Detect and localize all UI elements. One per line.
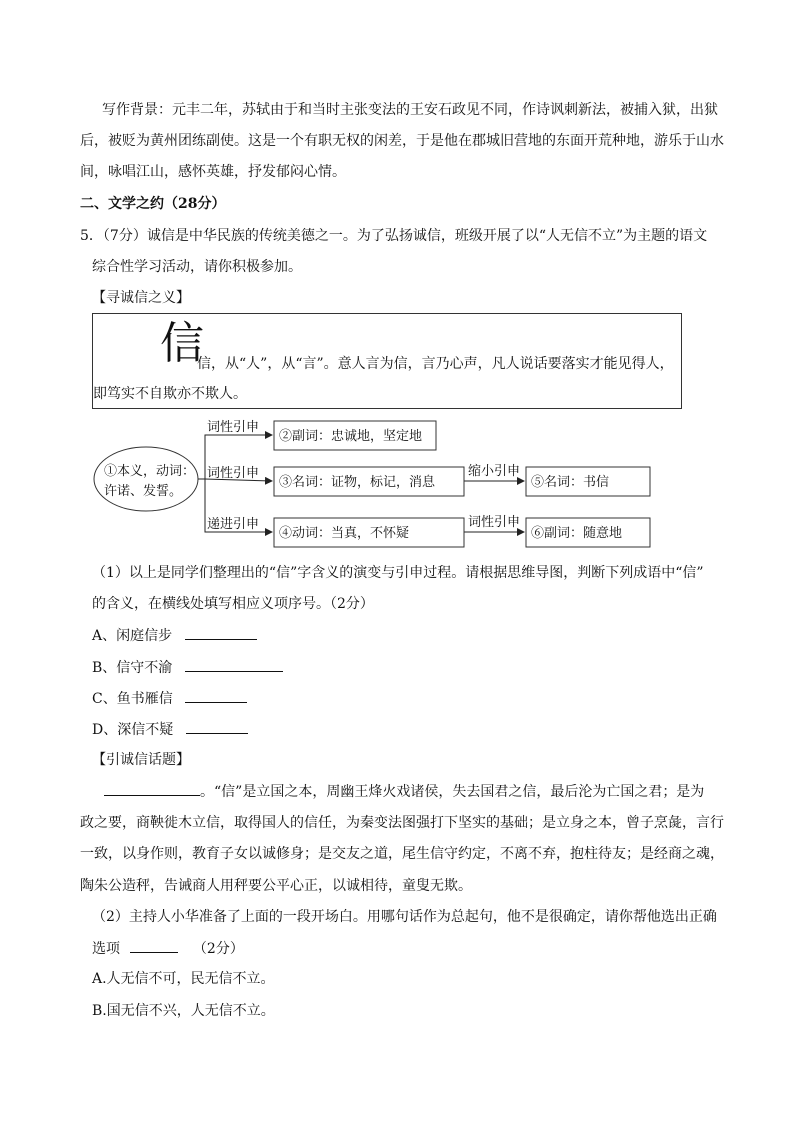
edge-label-4: 缩小引申 <box>468 464 521 479</box>
option-d-answer-blank[interactable] <box>186 719 248 734</box>
definition-box <box>92 313 682 409</box>
option-b-row <box>92 657 283 678</box>
meaning-mind-map <box>0 410 794 552</box>
option-d-row <box>92 719 248 740</box>
choice-a: A.人无信不可，民无信不立。 <box>92 971 275 987</box>
part-1-prompt-line-2: 的含义，在横线处填写相应义项序号。（2分） <box>92 596 374 612</box>
part-1-prompt-line-1: （1）以上是同学们整理出的“信”字含义的演变与引申过程。请根据思维导图，判断下列成语中“信” <box>92 565 704 581</box>
root-label-line-2: 许诺、发誓。 <box>104 484 183 499</box>
part-2-select-label: 选项 <box>92 941 120 957</box>
opening-paragraph-line-3: 一致，以身作则，教育子女以诚修身；是交友之道，尾生信守约定，不离不弃，抱柱待友；是经商之魂， <box>80 846 724 862</box>
edge-label-3: 递进引申 <box>207 517 260 532</box>
option-a-answer-blank[interactable] <box>185 625 257 640</box>
definition-line-2: 即笃实不自欺亦不欺人。 <box>93 386 247 402</box>
section-heading: 二、文学之约（28分） <box>80 196 226 212</box>
option-b-answer-blank[interactable] <box>185 657 283 672</box>
choice-b: B.国无信不兴，人无信不立。 <box>92 1003 275 1019</box>
option-a-text: A、闲庭信步 <box>92 628 173 644</box>
part-2-prompt-line-1: （2）主持人小华准备了上面的一段开场白。用哪句话作为总起句，他不是很确定，请你帮他选出正确 <box>92 909 717 925</box>
background-text-line-2: 后，被贬为黄州团练副使。这是一个有职无权的闲差，于是他在郡城旧营地的东面开荒种地，游乐于山水 <box>80 133 724 149</box>
topic-sentence-blank[interactable] <box>104 781 200 796</box>
opening-paragraph-line-1 <box>104 781 704 802</box>
box-4-label: ④动词：当真，不怀疑 <box>279 526 410 541</box>
subsection-title-meaning: 【寻诚信之义】 <box>92 290 190 306</box>
box-2-label: ②副词：忠诚地，坚定地 <box>279 429 423 444</box>
root-label-line-1: ①本义，动词： <box>104 464 196 479</box>
part-2-prompt-line-2 <box>92 938 244 959</box>
option-c-text: C、鱼书雁信 <box>92 691 173 707</box>
part-2-answer-blank[interactable] <box>130 938 178 953</box>
box-3-label: ③名词：证物，标记，消息 <box>279 475 436 490</box>
edge-label-1: 词性引申 <box>207 420 260 435</box>
box-5-label: ⑤名词：书信 <box>531 475 610 490</box>
option-c-row <box>92 688 247 709</box>
option-b-text: B、信守不渝 <box>92 660 173 676</box>
subsection-title-topic: 【引诚信话题】 <box>92 752 190 768</box>
opening-paragraph-line-4: 陶朱公造秤，告诫商人用秤要公平心正，以诚相待，童叟无欺。 <box>80 878 472 894</box>
root-ellipse <box>94 447 198 511</box>
part-2-points: （2分） <box>192 941 244 957</box>
option-a-row <box>92 625 257 646</box>
edge-label-5: 词性引申 <box>468 515 521 530</box>
question-5-line-1: 5．（7分）诚信是中华民族的传统美德之一。为了弘扬诚信，班级开展了以“人无信不立”为主题的语文 <box>80 228 708 244</box>
background-text-line-3: 间，咏唱江山，感怀英雄，抒发郁闷心情。 <box>80 164 346 180</box>
opening-paragraph-text-1: 。“信”是立国之本，周幽王烽火戏诸侯，失去国君之信，最后沦为亡国之君；是为 <box>200 784 705 800</box>
opening-paragraph-line-2: 政之要，商鞅徙木立信，取得国人的信任，为秦变法图强打下坚实的基础；是立身之本，曾子烹彘，言行 <box>80 815 724 831</box>
option-d-text: D、深信不疑 <box>92 722 174 738</box>
question-5-line-2: 综合性学习活动，请你积极参加。 <box>92 259 302 275</box>
definition-line-1: 信，从“人”，从“言”。意人言为信，言乃心声，凡人说话要落实才能见得人， <box>197 356 674 372</box>
box-6-label: ⑥副词：随意地 <box>531 526 623 541</box>
edge-label-2: 词性引申 <box>207 466 260 481</box>
option-c-answer-blank[interactable] <box>185 688 247 703</box>
seal-script-glyph: 信 <box>160 318 202 369</box>
background-text-line-1: 写作背景：元丰二年，苏轼由于和当时主张变法的王安石政见不同，作诗讽刺新法，被捕入狱，出狱 <box>102 102 718 118</box>
